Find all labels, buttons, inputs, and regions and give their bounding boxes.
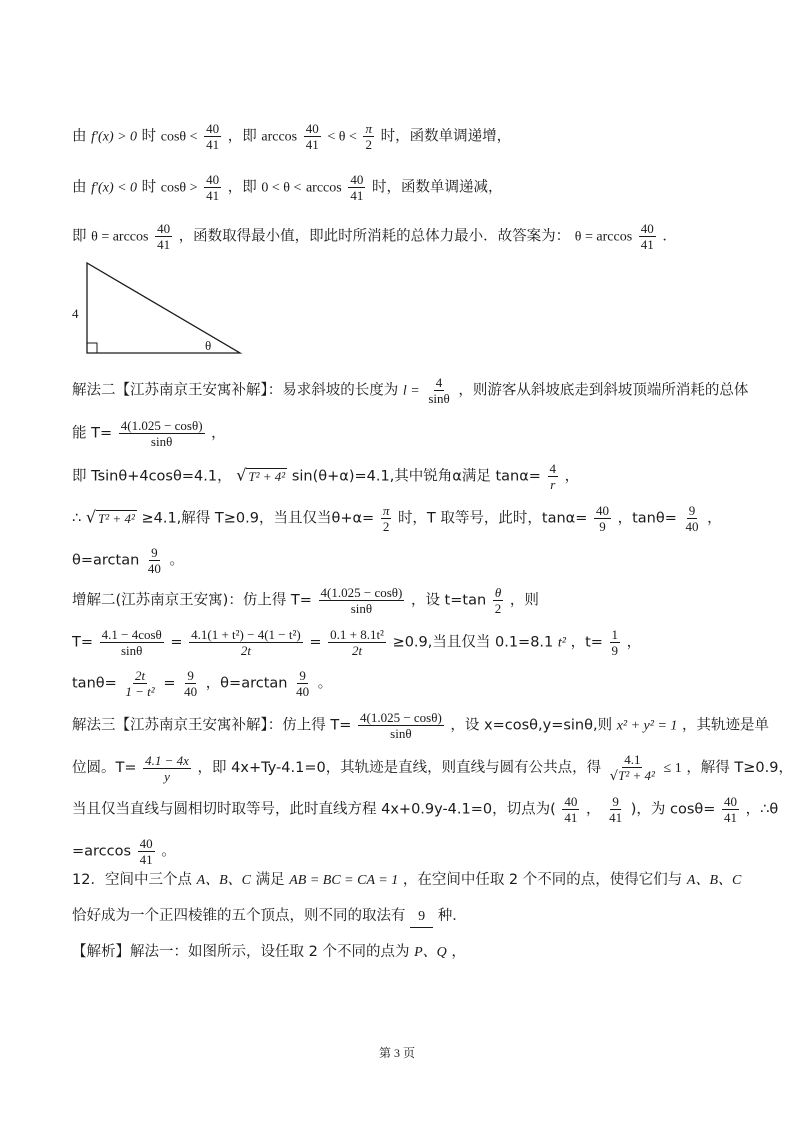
math-theta-arccos: θ = arccos xyxy=(91,229,149,245)
math-points-abc: A、B、C xyxy=(196,873,252,888)
line-5 xyxy=(72,418,226,449)
fraction-40-41: $\frac{40}{41}$ xyxy=(157,221,171,252)
math-points-abc: A、B、C xyxy=(686,873,742,888)
text: 。 xyxy=(161,843,176,860)
text: ≥0.9,当且仅当 0.1=8.1 xyxy=(392,634,554,651)
fraction-40-41: $\frac{40}{41}$ xyxy=(139,836,153,867)
text: ，解得 T≥0.9， xyxy=(686,760,793,776)
fraction-9-40: $\frac{9}{40}$ xyxy=(147,545,161,576)
fraction-4-r: $\frac{4}{r}$ xyxy=(549,461,557,492)
fraction-40-41: $\frac{40}{41}$ xyxy=(206,172,220,203)
fraction-9-40: $\frac{9}{40}$ xyxy=(296,668,310,699)
line-12 xyxy=(72,710,769,741)
sqrt-symbol: √ xyxy=(236,465,247,485)
text: 种． xyxy=(437,908,467,924)
text: = xyxy=(170,634,183,651)
text: ． xyxy=(662,228,677,245)
text: 时，函数单调递增， xyxy=(380,128,512,145)
text: 由 xyxy=(72,179,87,196)
text: 时，T 取等号，此时，tanα= xyxy=(397,510,588,527)
fraction-f1: $\frac{4.1 - 4\cos\theta}{\sin\theta}$ xyxy=(101,627,162,658)
math-lt-theta: < θ < xyxy=(327,129,357,145)
side-label: 4 xyxy=(72,306,79,321)
text: ，函数取得最小值，即此时所消耗的总体力最小．故答案为： xyxy=(178,228,571,245)
line-18 xyxy=(72,942,466,963)
math-arccos: arccos xyxy=(305,180,342,196)
text: ，θ=arctan xyxy=(205,675,288,692)
sqrt-symbol: √ xyxy=(85,507,97,527)
text: 解法二【江苏南京王安寓补解】：易求斜坡的长度为 xyxy=(72,382,399,399)
fraction-9-41: $\frac{9}{41}$ xyxy=(609,794,623,825)
text: ，设 x=cosθ,y=sinθ,则 xyxy=(450,717,613,734)
line-3 xyxy=(72,221,677,252)
line-8 xyxy=(72,545,184,576)
math-arccos: arccos xyxy=(261,129,298,145)
math-circle: x² + y² = 1 xyxy=(616,718,678,734)
text: 恰好成为一个正四棱锥的五个顶点，则不同的取法有 xyxy=(72,908,406,924)
text: 即 xyxy=(72,228,87,245)
text: ，∴θ xyxy=(745,801,779,818)
fraction-40-41: $\frac{40}{41}$ xyxy=(564,794,578,825)
fraction-1-9: $\frac{1}{9}$ xyxy=(611,627,619,658)
text: 时 xyxy=(141,128,157,145)
page-footer: 第 3 页 xyxy=(378,1046,415,1060)
math-l-eq: l = xyxy=(402,383,420,399)
math-le1: ≤ 1 xyxy=(663,761,682,776)
fraction-41-sqrt: $\frac{4.1}{\text{√T² + 4²}}$ xyxy=(609,752,655,784)
math-t2: t² xyxy=(557,635,566,651)
sqrt-content: T² + 4² xyxy=(98,510,135,526)
math-zero-lt: 0 < θ < xyxy=(261,180,302,196)
text: sin(θ+α)=4.1,其中锐角α满足 tanα= xyxy=(291,468,541,485)
text: ， xyxy=(451,944,466,960)
text: 位圆。T= xyxy=(72,760,137,776)
text: 【解析】解法一：如图所示，设任取 2 个不同的点为 xyxy=(72,944,410,960)
fraction-40-41: $\frac{40}{41}$ xyxy=(640,221,654,252)
math-fprime-pos: f′(x) > 0 xyxy=(91,129,138,145)
fraction-f2: $\frac{\text{4.1(1 + t²) − 4(1 − t²)}}{2t}$ xyxy=(191,627,301,658)
text: 时，函数单调递减， xyxy=(371,179,503,196)
text: ， xyxy=(707,510,722,527)
line-1 xyxy=(72,121,511,152)
text: 。 xyxy=(317,675,333,692)
text: ，即 xyxy=(227,179,257,196)
text: = xyxy=(163,675,176,692)
fraction-40-9: $\frac{40}{9}$ xyxy=(595,503,609,534)
text: 。 xyxy=(169,552,185,569)
fraction-T: $\frac{4(1.025 - \cos\theta)}{\sin\theta}$ xyxy=(120,418,203,449)
question-12-line-2 xyxy=(72,906,467,928)
text: 解法三【江苏南京王安寓补解】：仿上得 T= xyxy=(72,717,352,734)
text: ，则 xyxy=(509,592,539,609)
text: ，则游客从斜坡底走到斜坡顶端所消耗的总体 xyxy=(458,382,749,399)
line-14 xyxy=(72,794,778,825)
line-13 xyxy=(72,752,793,784)
math-cos-lt: cosθ < xyxy=(160,129,198,145)
math-points-pq: P、Q xyxy=(414,945,447,960)
text: θ=arctan xyxy=(72,552,140,569)
text: ，设 t=tan xyxy=(410,592,487,609)
math-theta-arccos: θ = arccos xyxy=(574,229,633,245)
text: tanθ= xyxy=(72,675,117,692)
line-6 xyxy=(72,461,579,492)
fraction-T: $\frac{4(1.025 - \cos\theta)}{\sin\theta}$ xyxy=(359,710,442,741)
fraction-9-40: $\frac{9}{40}$ xyxy=(184,668,198,699)
fraction-40-41: $\frac{40}{41}$ xyxy=(350,172,364,203)
fraction-T: $\frac{4(1.025 - \cos\theta)}{\sin\theta}$ xyxy=(320,585,403,616)
text: 由 xyxy=(72,128,87,145)
text: ∴ xyxy=(72,510,82,527)
math-equal-sides: AB = BC = CA = 1 xyxy=(289,873,399,888)
line-10 xyxy=(72,627,641,658)
text: ，即 xyxy=(227,128,257,145)
fraction-40-41: $\frac{40}{41}$ xyxy=(724,794,738,825)
fraction-2t: $\frac{2t}{\text{1 − t²}}$ xyxy=(125,668,155,699)
math-cos-gt: cosθ > xyxy=(160,180,198,196)
text: 时 xyxy=(141,179,157,196)
math-fprime-neg: f′(x) < 0 xyxy=(91,180,138,196)
fraction-40-41: $\frac{40}{41}$ xyxy=(305,121,319,152)
text: 增解二(江苏南京王安寓)：仿上得 T= xyxy=(72,592,312,609)
text: ≥4.1,解得 T≥0.9，当且仅当θ+α= xyxy=(141,510,375,527)
text: ，其轨迹是单 xyxy=(682,717,770,734)
text: ， xyxy=(626,634,642,651)
triangle-shape xyxy=(87,263,240,353)
line-2 xyxy=(72,172,502,203)
fraction-9-40: $\frac{9}{40}$ xyxy=(685,503,699,534)
answer-blank: 9 xyxy=(410,907,433,928)
text: T= xyxy=(72,634,94,651)
text: ， xyxy=(211,425,226,442)
line-7 xyxy=(72,503,722,534)
text: ， xyxy=(564,468,580,485)
line-15 xyxy=(72,836,176,867)
text: = xyxy=(309,634,322,651)
text: ， xyxy=(586,801,601,818)
text: ，在空间中任取 2 个不同的点，使得它们与 xyxy=(402,872,683,888)
line-4 xyxy=(72,375,748,406)
fraction-40-41: $\frac{40}{41}$ xyxy=(206,121,220,152)
right-triangle-figure xyxy=(68,258,248,358)
text: ，tanθ= xyxy=(617,510,677,527)
text: ，t= xyxy=(570,634,603,651)
fraction-41-4x: $\frac{4.1 - 4x}{y}$ xyxy=(145,752,189,784)
angle-label: θ xyxy=(205,338,212,353)
fraction-pi-2: $\frac{\pi}{2}$ xyxy=(382,503,390,534)
text: =arccos xyxy=(72,843,132,860)
text: 即 Tsinθ+4cosθ=4.1， xyxy=(72,468,232,485)
fraction-theta-2: $\frac{\theta}{2}$ xyxy=(494,585,502,616)
fraction-pi-2: $\frac{\pi}{2}$ xyxy=(365,121,372,152)
fraction-4-sin: $\frac{4}{\sin\theta}$ xyxy=(428,375,450,406)
text: 12．空间中三个点 xyxy=(72,872,192,888)
fraction-f3: $\frac{\text{0.1 + 8.1t²}}{2t}$ xyxy=(330,627,384,658)
question-12-line-1 xyxy=(72,870,741,891)
text: 能 T= xyxy=(72,425,113,442)
text: )，为 cosθ= xyxy=(630,801,716,818)
text: ，即 4x+Ty-4.1=0，其轨迹是直线，则直线与圆有公共点，得 xyxy=(197,760,602,776)
sqrt-content: T² + 4² xyxy=(248,468,286,484)
right-angle-mark xyxy=(87,343,97,353)
text: 满足 xyxy=(255,872,285,888)
line-9 xyxy=(72,585,539,616)
text: 当且仅当直线与圆相切时取等号，此时直线方程 4x+0.9y-4.1=0，切点为( xyxy=(72,801,556,818)
line-11 xyxy=(72,668,332,699)
